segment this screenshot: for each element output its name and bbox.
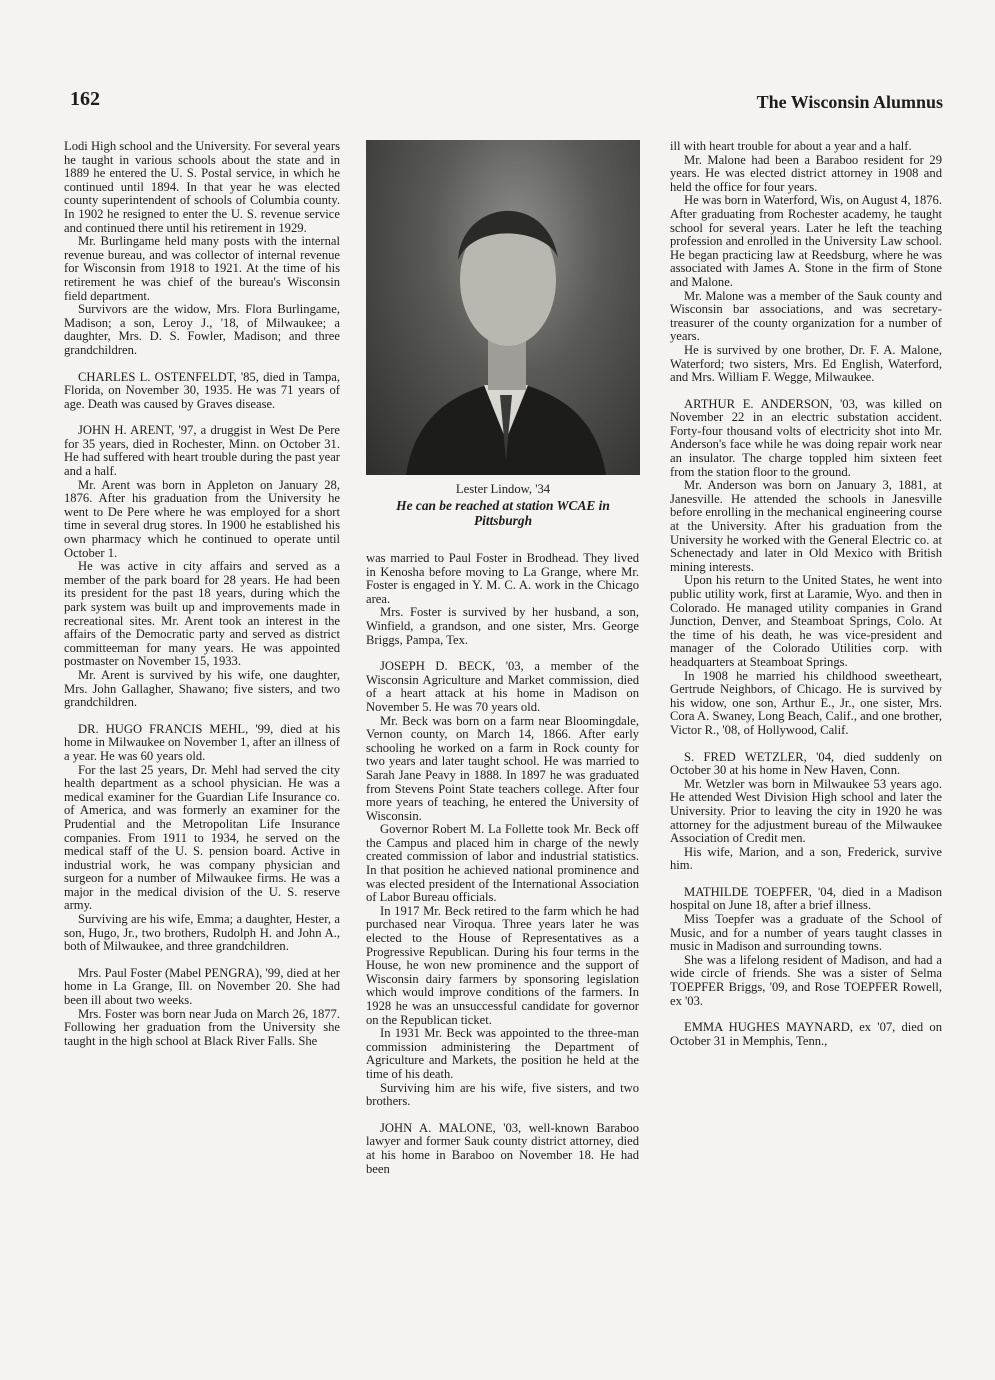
paragraph: Mr. Beck was born on a farm near Bloomingdale, Vernon county, on March 14, 1866. After early schooling he worked on a farm in Rock county for two years and later taught school. He was married to Sarah Jane Peavy in 1888. In 1897 he was graduated from Stevens Point State teachers college. After four more years of teaching, he entered the University of Wisconsin.	[366, 713, 639, 823]
paragraph: He is survived by one brother, Dr. F. A. Malone, Waterford; two sisters, Mrs. Ed English, Waterford, and Mrs. William F. Wegge, Milwaukee.	[670, 342, 942, 385]
paragraph: He was active in city affairs and served as a member of the park board for 28 years. He had been its president for the past 18 years, during which the park system was built up and improvements made in recreational sites. Mr. Arent took an interest in the affairs of the Democratic party and served as district committeeman for many years. He was appointed postmaster on November 15, 1933.	[64, 559, 340, 669]
running-head: The Wisconsin Alumnus	[756, 92, 943, 112]
obituary-arent: JOHN H. ARENT, '97, a druggist in West De Pere for 35 years, died in Rochester, Minn. on October 31. He had suffered with heart trouble during the past year and a half.	[64, 423, 340, 479]
page-number: 162	[70, 88, 100, 110]
paragraph: Mr. Anderson was born on January 3, 1881, at Janesville. He attended the schools in Janesville before enrolling in the mechanical engineering course at the University. After his graduation from the University he worked with the General Electric co. at Schenectady and later in Old Mexico with British mining interests.	[670, 478, 942, 574]
paragraph: She was a lifelong resident of Madison, and had a wide circle of friends. She was a sister of Selma TOEPFER Briggs, '09, and Rose TOEPFER Rowell, ex '03.	[670, 952, 942, 1008]
obituary-foster: Mrs. Paul Foster (Mabel PENGRA), '99, died at her home in La Grange, Ill. on November 20. She had been ill about two weeks.	[64, 965, 340, 1008]
paragraph: In 1908 he married his childhood sweetheart, Gertrude Neighbors, of Chicago. He is survived by his widow, one son, Arthur E., Jr., one sister, Mrs. Cora A. Swaney, Long Beach, Calif., and one brother, Victor R., '08, of Hollywood, Calif.	[670, 668, 942, 737]
obituary-toepfer: MATHILDE TOEPFER, '04, died in a Madison hospital on June 18, after a brief illness.	[670, 884, 942, 913]
paragraph: Mr. Malone had been a Baraboo resident for 29 years. He was elected district attorney in 1908 and held the office for four years.	[670, 152, 942, 194]
photo-caption: He can be reached at station WCAE in Pittsburgh	[396, 498, 610, 528]
paragraph: In 1931 Mr. Beck was appointed to the three-man commission administering the Department of Agriculture and Markets, the position he held at the time of his death.	[366, 1026, 639, 1081]
paragraph: Mr. Malone was a member of the Sauk county and Wisconsin bar associations, and was secretary-treasurer of the county organization for a number of years.	[670, 288, 942, 344]
paragraph: Upon his return to the United States, he went into public utility work, first at Laramie, Wyo. and then in Colorado. He managed utility companies in Grand Junction, Denver, and Steamboat Springs, Colo. At the time of his death, he was vice-president and manager of the Colorado Utilities corp. with headquarters at Steamboat Springs.	[670, 573, 942, 669]
paragraph: Survivors are the widow, Mrs. Flora Burlingame, Madison; a son, Leroy J., '18, of Milwaukee; a daughter, Mrs. D. S. Fowler, Madison; and three grandchildren.	[64, 302, 340, 357]
obituary-ostenfeldt: CHARLES L. OSTENFELDT, '85, died in Tampa, Florida, on November 30, 1935. He was 71 years of age. Death was caused by Graves disease.	[64, 369, 340, 411]
paragraph: ill with heart trouble for about a year and a half.	[670, 139, 912, 153]
paragraph: Surviving are his wife, Emma; a daughter, Hester, a son, Hugo, Jr., two brothers, Rudolph H. and John A., both of Milwaukee, and three grandchildren.	[64, 912, 340, 954]
paragraph: Mr. Wetzler was born in Milwaukee 53 years ago. He attended West Division High school and later the University. Prior to leaving the city in 1920 he was attorney for the adjustment bureau of the Milwaukee Association of Credit men.	[670, 776, 942, 846]
obituary-beck: JOSEPH D. BECK, '03, a member of the Wisconsin Agriculture and Market commission, died of a heart attack at his home in Madison on November 5. He was 70 years old.	[366, 659, 639, 714]
column-right	[670, 140, 942, 1048]
paragraph: Miss Toepfer was a graduate of the School of Music, and for a number of years taught classes in music in Madison and surrounding towns.	[670, 912, 942, 954]
photo-caption-name: Lester Lindow, '34	[455, 482, 551, 496]
obituary-malone: JOHN A. MALONE, '03, well-known Baraboo lawyer and former Sauk county district attorney, died at his home in Baraboo on November 18. He had been	[366, 1120, 639, 1176]
obituary-mehl: DR. HUGO FRANCIS MEHL, '99, died at his home in Milwaukee on November 1, after an illness of a year. He was 60 years old.	[64, 721, 340, 763]
paragraph: For the last 25 years, Dr. Mehl had served the city health department as a school physician. He was a medical examiner for the Guardian Life Insurance co. of America, and was formerly an examiner for the Prudential and the Metropolitan Life Insurance companies. From 1911 to 1934, he served on the medical staff of the U. S. pension board. Active in industrial work, he was company physician and surgeon for a number of Milwaukee firms. He was a major in the medical division of the U. S. reserve army.	[64, 762, 340, 913]
portrait-photo	[366, 140, 640, 475]
paragraph: was married to Paul Foster in Brodhead. They lived in Kenosha before moving to La Grange, where Mr. Foster is engaged in Y. M. C. A. work in the Chicago area.	[366, 551, 639, 606]
paragraph: He was born in Waterford, Wis, on August 4, 1876. After graduating from Rochester academy, he taught school for several years. Later he left the teaching profession and enrolled in the University Law school. He began practicing law at Reedsburg, where he was associated with James A. Stone in the firm of Stone and Malone.	[670, 193, 942, 289]
paragraph: Lodi High school and the University. For several years he taught in various schools about the state and in 1889 he entered the U. S. Postal service, in which he continued until 1894. In that year he was elected county superintendent of schools of Columbia county. In 1902 he resigned to enter the U. S. revenue service and continued there until his retirement in 1929.	[64, 139, 340, 235]
obituary-wetzler: S. FRED WETZLER, '04, died suddenly on October 30 at his home in New Haven, Conn.	[670, 749, 942, 778]
paragraph: His wife, Marion, and a son, Frederick, survive him.	[670, 844, 942, 873]
paragraph: Mr. Arent was born in Appleton on January 28, 1876. After his graduation from the University he went to De Pere where he was employed for a short time in several drug stores. In 1900 he established his own pharmacy which he continued to operate until October 1.	[64, 477, 340, 560]
paragraph: Mr. Arent is survived by his wife, one daughter, Mrs. John Gallagher, Shawano; five sisters, and two grandchildren.	[64, 667, 340, 710]
column-middle	[366, 552, 639, 1176]
paragraph: In 1917 Mr. Beck retired to the farm which he had purchased near Viroqua. Three years later he was elected to the House of Representatives as a Progressive Republican. During his four terms in the House, he won new prominence and the support of Wisconsin dairy farmers by sponsoring legislation which would improve conditions of the farmers. In 1928 he was an unsuccessful candidate for governor on the Republican ticket.	[366, 903, 639, 1027]
paragraph: Mrs. Foster was born near Juda on March 26, 1877. Following her graduation from the University she taught in the high school at Black River Falls. She	[64, 1006, 340, 1048]
obituary-maynard: EMMA HUGHES MAYNARD, ex '07, died on October 31 in Memphis, Tenn.,	[670, 1020, 942, 1048]
column-left	[64, 140, 340, 1048]
paragraph: Mrs. Foster is survived by her husband, a son, Winfield, a grandson, and one sister, Mrs. George Briggs, Pampa, Tex.	[366, 605, 639, 647]
obituary-anderson: ARTHUR E. ANDERSON, '03, was killed on November 22 in an electric substation accident. Forty-four thousand volts of electricity shot into Mr. Anderson's face while he was doing repair work near an insulator. The charge toppled him sixteen feet from the station floor to the ground.	[670, 396, 942, 479]
paragraph: Mr. Burlingame held many posts with the internal revenue bureau, and was collector of internal revenue for Wisconsin from 1918 to 1921. At the time of his retirement he was chief of the bureau's Wisconsin field department.	[64, 234, 340, 303]
paragraph: Surviving him are his wife, five sisters, and two brothers.	[366, 1080, 639, 1109]
paragraph: Governor Robert M. La Follette took Mr. Beck off the Campus and placed him in charge of the newly created commission of labor and industrial statistics. In that position he achieved national prominence and was elected president of the International Association of Labor Bureau officials.	[366, 822, 639, 905]
